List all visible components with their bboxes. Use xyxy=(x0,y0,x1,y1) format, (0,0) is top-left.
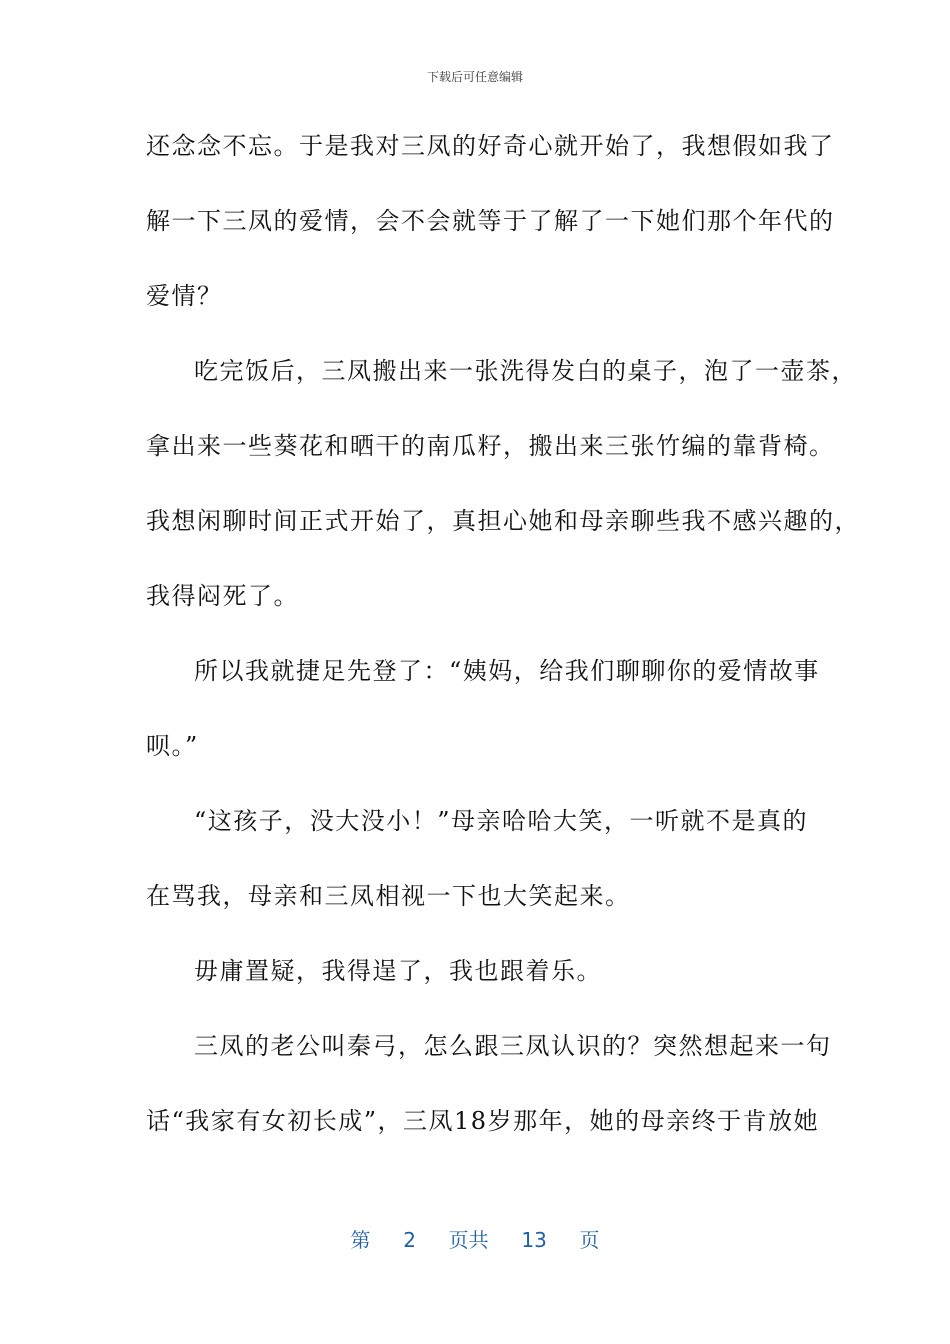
text-line: 吃完饭后，三凤搬出来一张洗得发白的桌子，泡了一壶茶， xyxy=(194,357,857,385)
current-page-number: 2 xyxy=(403,1228,416,1252)
text-line: “这孩子，没大没小！”母亲哈哈大笑，一听就不是真的 xyxy=(194,807,809,835)
text-line: 所以我就捷足先登了：“姨妈，给我们聊聊你的爱情故事 xyxy=(194,657,820,685)
text-line: 话“我家有女初长成”，三凤18岁那年，她的母亲终于肯放她 xyxy=(146,1107,820,1135)
header-note: 下载后可任意编辑 xyxy=(426,70,523,84)
text-line: 还念念不忘。于是我对三凤的好奇心就开始了，我想假如我了 xyxy=(146,132,835,160)
text-line: 我想闲聊时间正式开始了，真担心她和母亲聊些我不感兴趣的， xyxy=(146,507,860,535)
text-line: 解一下三凤的爱情，会不会就等于了解了一下她们那个年代的 xyxy=(146,207,835,235)
text-line: 呗。” xyxy=(146,732,199,760)
text-line: 三凤的老公叫秦弓，怎么跟三凤认识的？突然想起来一句 xyxy=(194,1032,832,1060)
text-line: 我得闷死了。 xyxy=(146,582,299,610)
text-line: 毋庸置疑，我得逞了，我也跟着乐。 xyxy=(194,957,602,985)
text-line: 拿出来一些葵花和晒干的南瓜籽，搬出来三张竹编的靠背椅。 xyxy=(146,432,835,460)
page-footer xyxy=(0,1224,950,1253)
text-line: 爱情？ xyxy=(146,282,223,310)
page-label-mid: 页共 xyxy=(448,1228,489,1252)
page-label-prefix: 第 xyxy=(350,1228,371,1252)
total-pages-number: 13 xyxy=(521,1228,547,1252)
text-line: 在骂我，母亲和三凤相视一下也大笑起来。 xyxy=(146,882,631,910)
page-label-suffix: 页 xyxy=(579,1228,600,1252)
